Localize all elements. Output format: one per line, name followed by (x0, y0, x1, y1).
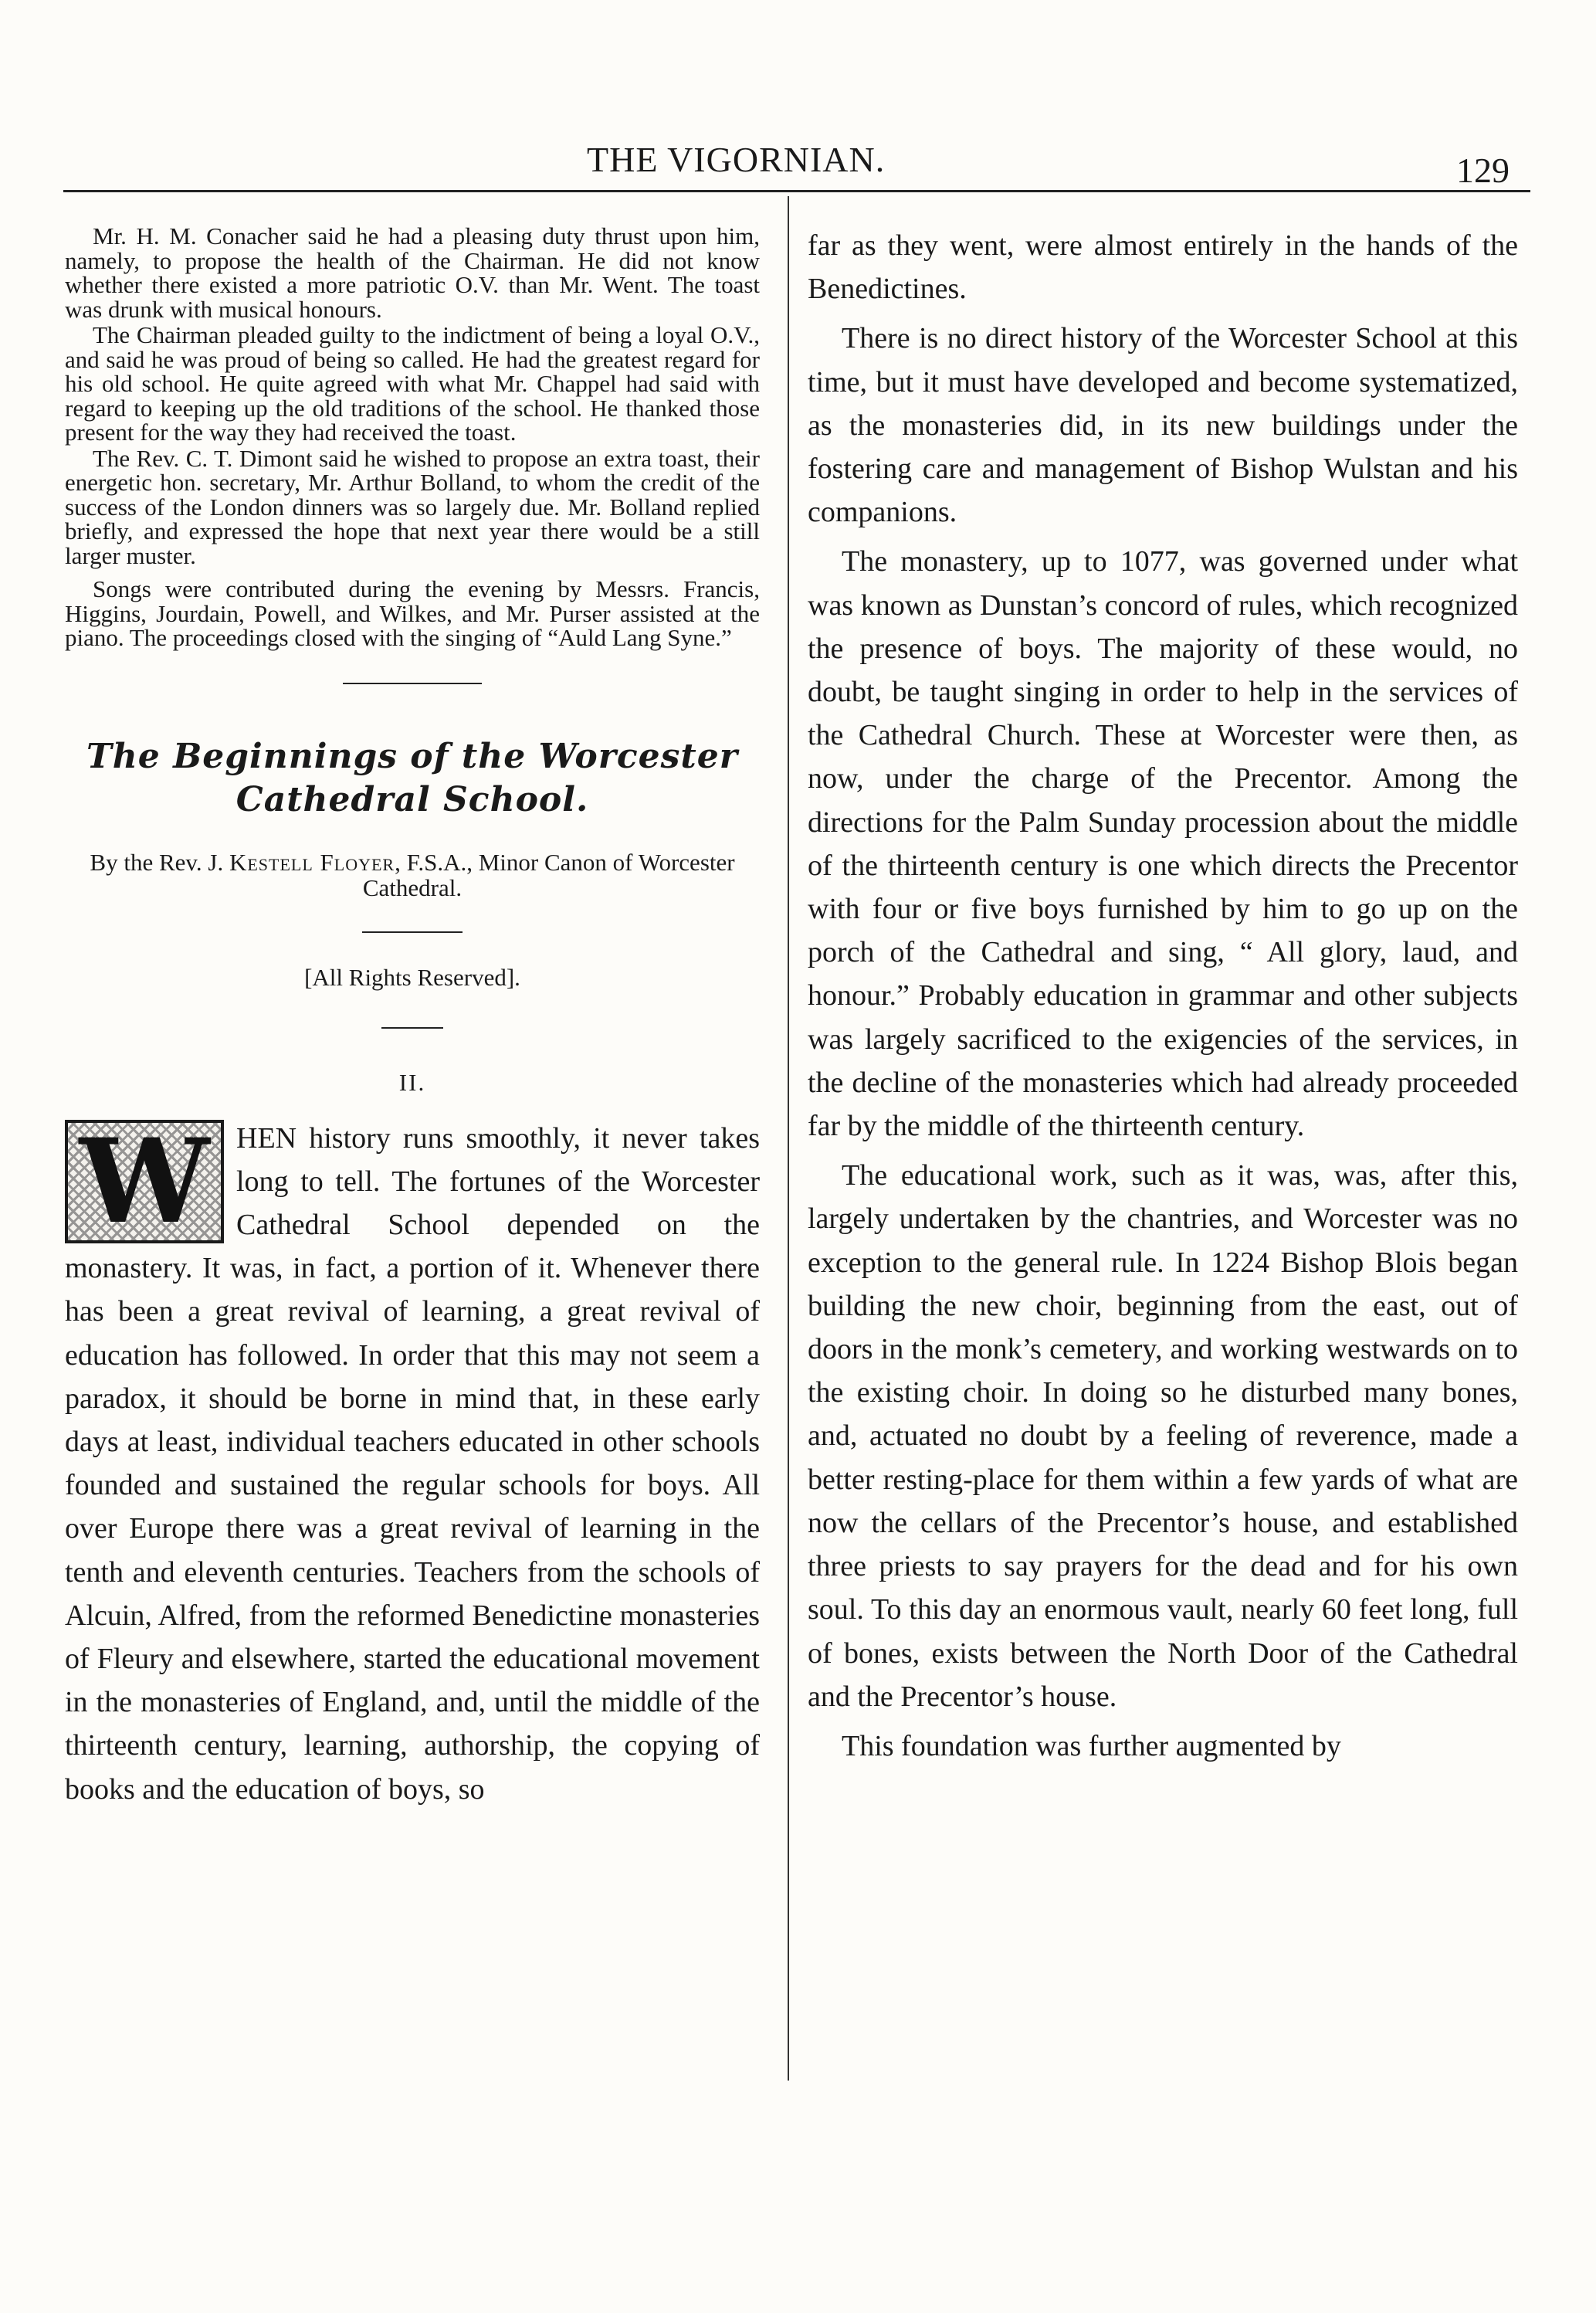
ornamental-initial (65, 1113, 224, 1250)
byline (65, 850, 760, 900)
report-paragraph: The Rev. C. T. Dimont said he wished to propose an extra toast, their energetic hon. secretary, Mr. Arthur Bolland, to whom the credit of the success of the London dinners was so largely due. Mr. Bolland replied briefly, and expressed the hope that next year there would be a still larger muster. (65, 444, 760, 569)
article-paragraph: HEN history runs smoothly, it never takes long to tell. The fortunes of the Worcester Cathedral School depended on the monastery. It was, in fact, a portion of it. Whenever there has been a great revival of learning, a great revival of education has followed. In order that this may not seem a paradox, it should be borne in mind that, in these early days at least, individual teachers educated in other schools founded and sustained the regular schools for boys. All over Europe there was a great revival of learning in the tenth and eleventh centuries. Teachers from the schools of Alcuin, Alfred, from the reformed Benedictine monasteries of Fleury and elsewhere, started the educational movement in the monasteries of England, and, until the middle of the thirteenth century, learning, authorship, the copying of books and the education of boys, so (65, 1121, 760, 1806)
drop-cap-letter: W (68, 1123, 221, 1240)
page-number: 129 (1456, 151, 1510, 190)
section-divider (362, 931, 463, 933)
article-title-line: The Beginnings of the Worcester (86, 736, 738, 776)
column-divider (788, 196, 789, 2081)
header-rule (63, 190, 1530, 192)
section-divider (343, 683, 482, 684)
report-paragraph: Mr. H. M. Conacher said he had a pleasing duty thrust upon him, namely, to propose the health of the Chairman. He did not know whether there existed a more patriotic O.V. than Mr. Went. The toast was drunk with musical honours. (65, 222, 760, 323)
dinner-report (65, 224, 760, 650)
article-paragraph: The monastery, up to 1077, was governed under what was known as Dunstan’s concord of rules, which recognized the presence of boys. The majority of these would, no doubt, be taught singing in order to help in the services of the Cathedral Church. These at Worcester were then, as now, under the charge of the Precentor. Among the directions for the Palm Sunday procession about the middle of the thirteenth century is one which directs the Precentor with four or five boys furnished by him to go up on the porch of the Cathedral and sing, “ All glory, laud, and honour.” Probably education in grammar and other subjects was largely sacrificed to the exigencies of the services, in the decline of the monasteries which had already proceeded far by the middle of the thirteenth century. (808, 545, 1518, 1143)
rights-notice: [All Rights Reserved]. (304, 963, 520, 991)
section-divider (381, 1027, 443, 1029)
article-title (65, 735, 760, 822)
part-number: II. (398, 1068, 426, 1096)
article-paragraph: This foundation was further augmented by (842, 1729, 1341, 1762)
running-head: THE VIGORNIAN. (587, 140, 886, 179)
right-column (808, 224, 1518, 1768)
article-paragraph: far as they went, were almost entirely in the hands of the Benedictines. (808, 229, 1518, 306)
article-title-line: Cathedral School. (236, 779, 589, 819)
byline-prefix: By the Rev. J. (90, 848, 224, 876)
article-paragraph: There is no direct history of the Worcester School at this time, but it must have developed and become systematized, as the monasteries did, in its new buildings under the fostering care and management of Bishop Wulstan and his companions. (808, 322, 1518, 529)
report-paragraph: The Chairman pleaded guilty to the indictment of being a loyal O.V., and said he was proud of being so called. He had the greatest regard for his old school. He quite agreed with what Mr. Chappel had said with regard to keeping up the old traditions of the school. He thanked those present for the way they had received the toast. (65, 321, 760, 446)
left-column (65, 224, 760, 1811)
report-paragraph: Songs were contributed during the evening by Messrs. Francis, Higgins, Jourdain, Powell, and Wilkes, and Mr. Purser assisted at the piano. The proceedings closed with the singing of “Auld Lang Syne.” (65, 575, 760, 651)
byline-author: Kestell Floyer (229, 848, 395, 876)
byline-suffix: , F.S.A., Minor Canon of Worcester Cathedral. (362, 848, 735, 901)
article-paragraph: The educational work, such as it was, was, after this, largely undertaken by the chantries, and Worcester was no exception to the general rule. In 1224 Bishop Blois began building the new choir, beginning from the east, out of doors in the monk’s cemetery, and working westwards on to the existing choir. In doing so he disturbed many bones, and, actuated no doubt by a feeling of reverence, made a better resting-place for them within a few yards of what are now the cellars of the Precentor’s house, and established three priests to say prayers for the dead and for his own soul. To this day an enormous vault, nearly 60 feet long, full of bones, exists between the North Door of the Cathedral and the Precentor’s house. (808, 1159, 1518, 1713)
article-body-left (65, 1113, 760, 1811)
